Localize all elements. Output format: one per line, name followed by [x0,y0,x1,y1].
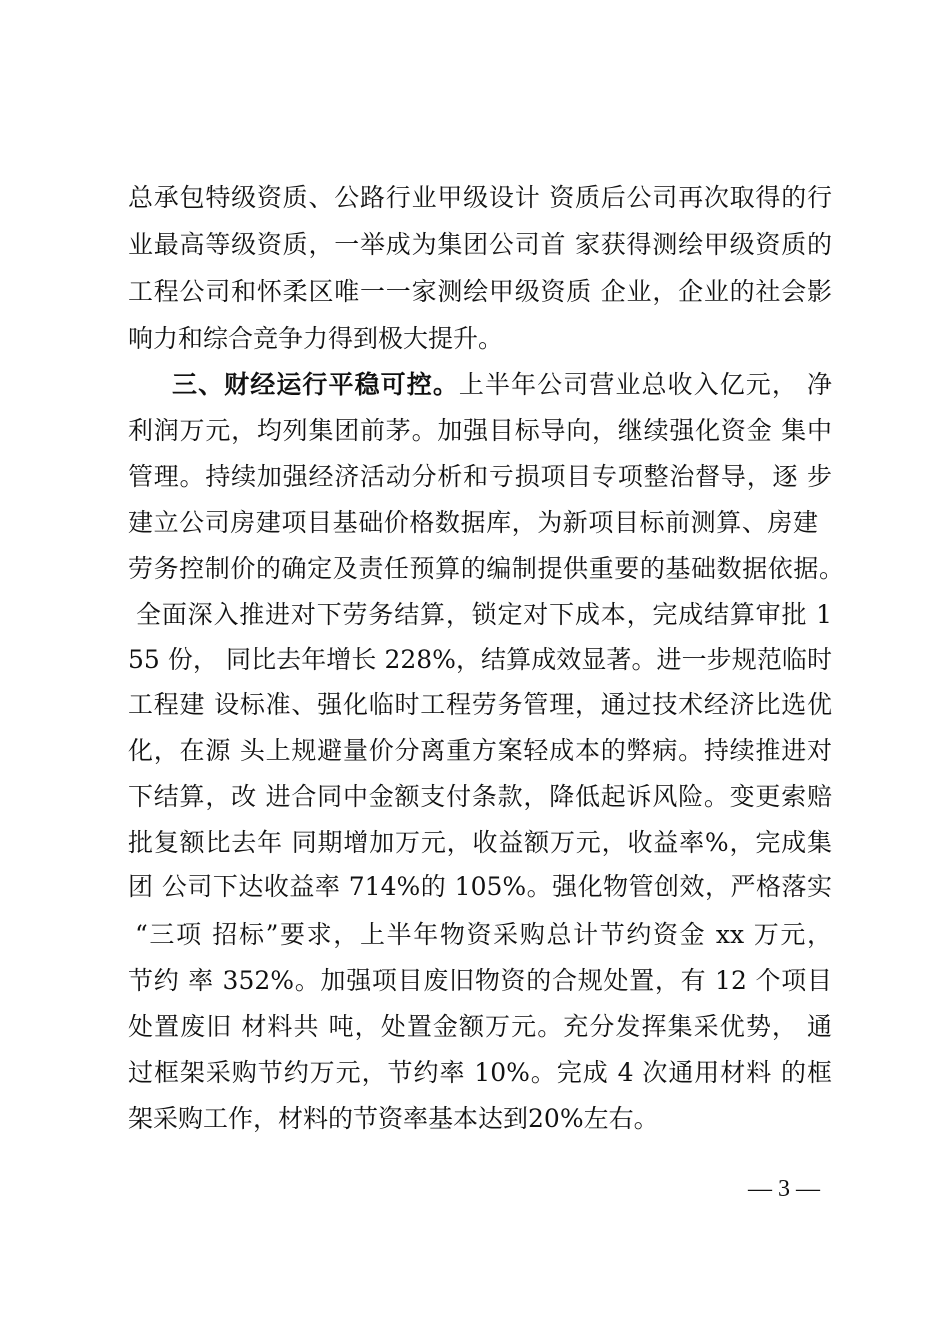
paragraph-line: 架采购工作，材料的节资率基本达到20%左右。 [128,1104,659,1133]
paragraph-line: 业最高等级资质，一举成为集团公司首 家获得测绘甲级资质的 [128,230,832,259]
paragraph-line: “三项 招标”要求，上半年物资采购总计节约资金 xx 万元， [135,920,832,949]
paragraph-line: 团 公司下达收益率 714%的 105%。强化物管创效，严格落实 [128,872,832,901]
paragraph-line: 过框架采购节约万元，节约率 10%。完成 4 次通用材料 的框 [128,1058,832,1087]
paragraph-line: 劳务控制价的确定及责任预算的编制提供重要的基础数据依据。 [128,554,844,583]
paragraph-line: 处置废旧 材料共 吨，处置金额万元。充分发挥集采优势， 通 [128,1012,832,1041]
paragraph-line: 批复额比去年 同期增加万元，收益额万元，收益率%，完成集 [128,828,832,857]
section-heading-line [172,370,832,400]
paragraph-text: 上半年公司营业总收入亿元， 净 [458,370,832,399]
paragraph-line: 工程建 设标准、强化临时工程劳务管理，通过技术经济比选优 [128,690,832,719]
paragraph-line: 全面深入推进对下劳务结算，锁定对下成本，完成结算审批 1 [136,600,832,629]
paragraph-line: 化，在源 头上规避量价分离重方案轻成本的弊病。持续推进对 [128,736,832,765]
paragraph-line: 建立公司房建项目基础价格数据库，为新项目标前测算、房建 [128,508,818,537]
paragraph-line: 55 份， 同比去年增长 228%，结算成效显著。进一步规范临时 [128,645,832,674]
paragraph-line: 下结算，改 进合同中金额支付条款，降低起诉风险。变更索赔 [128,782,832,811]
page-number: — 3 — [748,1176,820,1202]
paragraph-line: 利润万元，均列集团前茅。加强目标导向，继续强化资金 集中 [128,416,832,445]
section-heading: 三、财经运行平稳可控。 [172,370,459,399]
paragraph-line: 管理。持续加强经济活动分析和亏损项目专项整治督导，逐 步 [128,462,832,491]
paragraph-line: 节约 率 352%。加强项目废旧物资的合规处置，有 12 个项目 [128,966,832,995]
paragraph-line: 工程公司和怀柔区唯一一家测绘甲级资质 企业，企业的社会影 [128,277,832,306]
paragraph-line: 总承包特级资质、公路行业甲级设计 资质后公司再次取得的行 [128,183,832,212]
paragraph-line: 响力和综合竞争力得到极大提升。 [128,324,504,353]
